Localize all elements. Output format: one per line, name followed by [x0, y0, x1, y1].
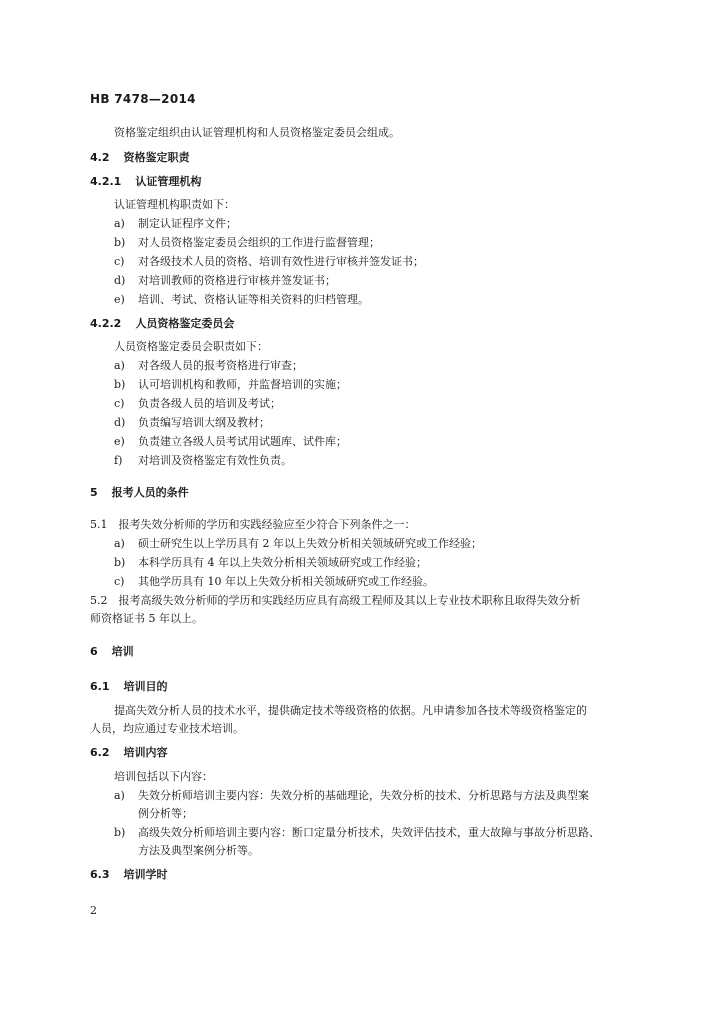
list-item-continuation: 方法及典型案例分析等。: [138, 844, 259, 857]
list-marker: d): [114, 274, 126, 287]
list-marker: a): [114, 359, 125, 372]
section-4-2-heading: [90, 151, 190, 165]
page-number: 2: [90, 904, 97, 917]
list-text: 其他学历具有 10 年以上失效分析相关领域研究或工作经验。: [138, 575, 434, 588]
section-4-2-1-lead: 认证管理机构职责如下：: [114, 198, 235, 211]
section-title: 培训学时: [123, 868, 168, 881]
list-text: 负责各级人员的培训及考试；: [138, 397, 281, 410]
section-number: 4.2.2: [90, 317, 122, 330]
section-6-heading: [90, 645, 134, 659]
list-marker: e): [114, 435, 125, 448]
section-title: 人员资格鉴定委员会: [135, 317, 235, 330]
intro-paragraph: 资格鉴定组织由认证管理机构和人员资格鉴定委员会组成。: [114, 126, 400, 139]
list-marker: e): [114, 293, 125, 306]
list-text: 对培训教师的资格进行审核并签发证书；: [138, 274, 336, 287]
list-marker: c): [114, 397, 125, 410]
section-title: 认证管理机构: [135, 175, 202, 188]
list-marker: f): [114, 454, 123, 467]
list-text: 失效分析师培训主要内容：失效分析的基础理论，失效分析的技术、分析思路与方法及典型案: [138, 789, 589, 802]
section-title: 报考人员的条件: [111, 486, 189, 499]
list-marker: b): [114, 236, 126, 249]
list-text: 对各级人员的报考资格进行审查；: [138, 359, 303, 372]
section-number: 6.2: [90, 746, 110, 759]
section-6-1-paragraph-line-1: 提高失效分析人员的技术水平，提供确定技术等级资格的依据。凡申请参加各技术等级资格鉴定的: [114, 704, 587, 717]
section-6-1-paragraph-line-2: 人员，均应通过专业技术培训。: [90, 722, 244, 735]
list-marker: c): [114, 575, 125, 588]
section-number: 6.1: [90, 680, 110, 693]
section-5-1-paragraph: 5.1 报考失效分析师的学历和实践经验应至少符合下列条件之一：: [90, 518, 416, 531]
list-text: 培训、考试、资格认证等相关资料的归档管理。: [138, 293, 369, 306]
list-marker: a): [114, 537, 125, 550]
section-4-2-1-heading: [90, 175, 201, 189]
section-5-2-paragraph-line-1: 5.2 报考高级失效分析师的学历和实践经历应具有高级工程师及其以上专业技术职称且取得失效分析: [90, 594, 581, 607]
list-marker: a): [114, 217, 125, 230]
section-number: 6: [90, 645, 98, 658]
list-text: 高级失效分析师培训主要内容：断口定量分析技术，失效评估技术，重大故障与事故分析思路、: [138, 826, 600, 839]
section-5-2-paragraph-line-2: 师资格证书 5 年以上。: [90, 612, 203, 625]
list-marker: b): [114, 556, 126, 569]
list-text: 对各级技术人员的资格、培训有效性进行审核并签发证书；: [138, 255, 424, 268]
section-6-3-heading: [90, 868, 168, 882]
list-text: 负责建立各级人员考试用试题库、试件库；: [138, 435, 347, 448]
list-text: 本科学历具有 4 年以上失效分析相关领域研究或工作经验；: [138, 556, 427, 569]
list-marker: d): [114, 416, 126, 429]
section-number: 4.2.1: [90, 175, 122, 188]
section-number: 5: [90, 486, 98, 499]
list-marker: b): [114, 826, 126, 839]
section-number: 6.3: [90, 868, 110, 881]
list-text: 对人员资格鉴定委员会组织的工作进行监督管理；: [138, 236, 380, 249]
list-marker: a): [114, 789, 125, 802]
list-marker: c): [114, 255, 125, 268]
section-5-heading: [90, 486, 189, 500]
list-marker: b): [114, 378, 126, 391]
list-text: 认可培训机构和教师，并监督培训的实施；: [138, 378, 347, 391]
section-title: 培训内容: [123, 746, 168, 759]
section-number: 4.2: [90, 151, 110, 164]
section-6-2-lead: 培训包括以下内容：: [114, 770, 213, 783]
section-6-1-heading: [90, 680, 168, 694]
list-text: 制定认证程序文件；: [138, 217, 237, 230]
section-4-2-2-lead: 人员资格鉴定委员会职责如下：: [114, 340, 268, 353]
section-title: 资格鉴定职责: [123, 151, 190, 164]
standard-code-header: HB 7478—2014: [90, 92, 196, 106]
section-title: 培训: [111, 645, 134, 658]
list-text: 硕士研究生以上学历具有 2 年以上失效分析相关领域研究或工作经验；: [138, 537, 482, 550]
section-4-2-2-heading: [90, 317, 234, 331]
list-text: 对培训及资格鉴定有效性负责。: [138, 454, 292, 467]
section-title: 培训目的: [123, 680, 168, 693]
list-text: 负责编写培训大纲及教材；: [138, 416, 270, 429]
section-6-2-heading: [90, 746, 168, 760]
list-item-continuation: 例分析等；: [138, 807, 193, 820]
